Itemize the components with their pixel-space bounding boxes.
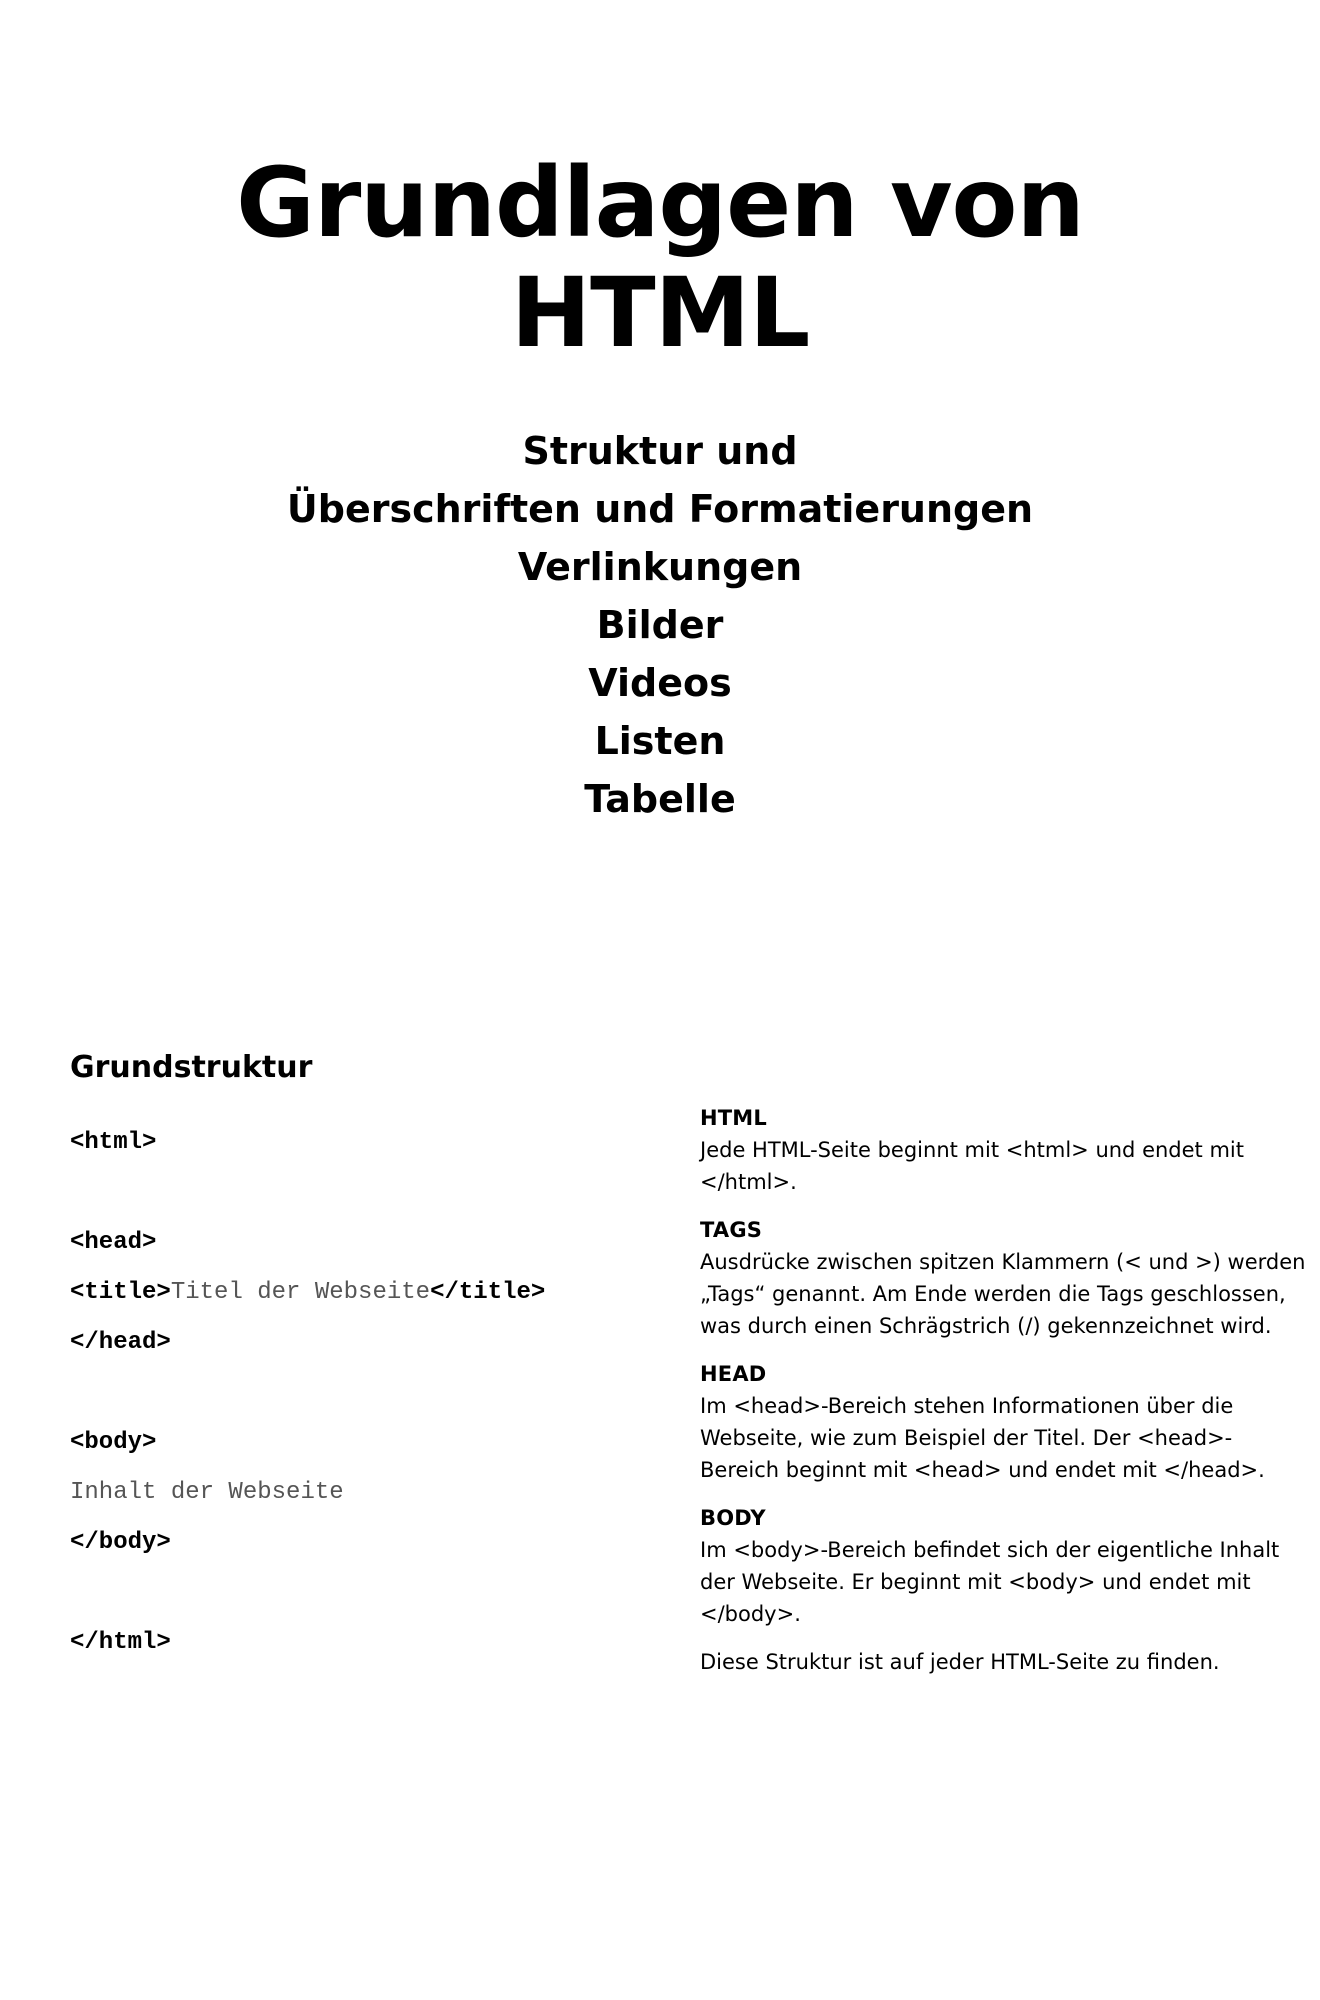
- code-tag: <title>: [70, 1279, 171, 1306]
- topic-item: Struktur und: [522, 429, 798, 473]
- code-tag: </title>: [430, 1279, 546, 1306]
- note-head: [700, 1358, 1310, 1486]
- note-title: HEAD: [700, 1362, 767, 1386]
- note-body: Im <body>-Bereich befindet sich der eigentliche Inhalt der Webseite. Er beginnt mit <body> und endet mit </body>.: [700, 1538, 1280, 1626]
- note-html: [700, 1102, 1310, 1198]
- code-tag: </html>: [70, 1629, 171, 1656]
- code-line-body-text: [70, 1478, 344, 1508]
- topic-list: [0, 422, 1320, 828]
- code-line-head-close: [70, 1328, 171, 1358]
- page-title-line-2: HTML: [510, 257, 810, 369]
- note-title: HTML: [700, 1106, 767, 1130]
- code-tag: <head>: [70, 1229, 157, 1256]
- closing-remark: Diese Struktur ist auf jeder HTML-Seite zu finden.: [700, 1650, 1220, 1674]
- code-tag: </head>: [70, 1329, 171, 1356]
- code-line-html-open: [70, 1128, 156, 1158]
- code-tag: <html>: [70, 1129, 157, 1156]
- code-text: Titel der Webseite: [170, 1279, 431, 1306]
- topic-item: Videos: [588, 661, 732, 705]
- code-line-body-close: [70, 1528, 171, 1558]
- note-body: Ausdrücke zwischen spitzen Klammern (< und >) werden „Tags“ genannt. Am Ende werden die Tags geschlossen, was durch einen Schrägstrich (/) gekennzeichnet wird.: [700, 1250, 1306, 1338]
- page-title: [0, 148, 1320, 368]
- explanation-column: [700, 1102, 1310, 1694]
- note-body: Im <head>-Bereich stehen Informationen über die Webseite, wie zum Beispiel der Titel. Der <head>-Bereich beginnt mit <head> und endet mit </head>.: [700, 1394, 1265, 1482]
- topic-item: Listen: [594, 719, 726, 763]
- note-title: BODY: [700, 1506, 766, 1530]
- code-line-title: [70, 1278, 545, 1308]
- page-title-line-1: Grundlagen von: [236, 147, 1084, 259]
- note-body: Jede HTML-Seite beginnt mit <html> und endet mit </html>.: [700, 1138, 1244, 1194]
- topic-item: Überschriften und Formatierungen: [286, 487, 1034, 531]
- code-text: Inhalt der Webseite: [70, 1479, 344, 1506]
- code-line-body-open: [70, 1428, 156, 1458]
- topic-item: Verlinkungen: [517, 545, 803, 589]
- code-tag: <body>: [70, 1429, 157, 1456]
- note-title: TAGS: [700, 1218, 763, 1242]
- note-tags: [700, 1214, 1310, 1342]
- section-heading: Grundstruktur: [70, 1050, 313, 1085]
- topic-item: Bilder: [596, 603, 724, 647]
- topic-item: Tabelle: [584, 777, 736, 821]
- note-body: [700, 1502, 1310, 1630]
- code-tag: </body>: [70, 1529, 171, 1556]
- code-line-html-close: [70, 1628, 171, 1658]
- code-line-head-open: [70, 1228, 156, 1258]
